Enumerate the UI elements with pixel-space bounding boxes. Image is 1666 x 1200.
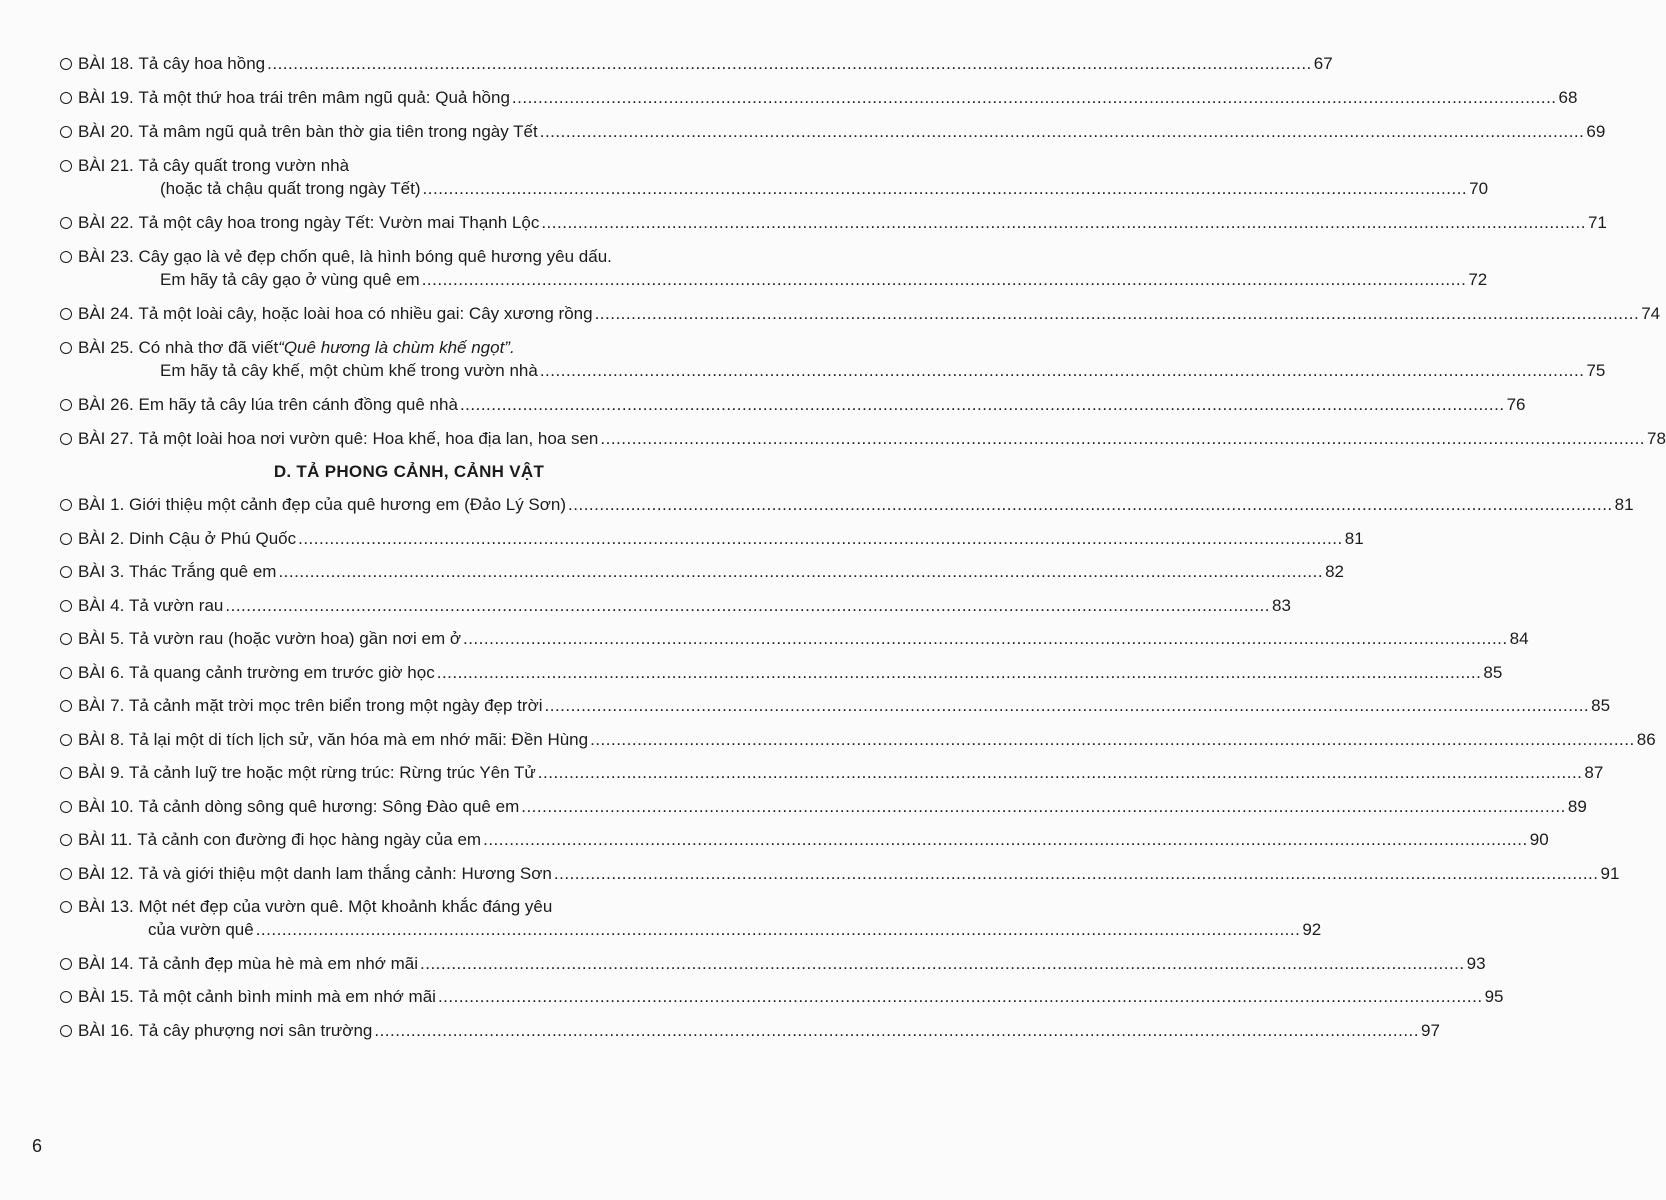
- toc-entry[interactable]: [60, 120, 1606, 143]
- toc-entry[interactable]: [60, 52, 1333, 75]
- circle-bullet-icon: [60, 160, 72, 172]
- entry-page: 83: [1272, 595, 1291, 615]
- entry-page: 75: [1586, 361, 1606, 380]
- circle-bullet-icon: [60, 700, 72, 712]
- circle-bullet-icon: [60, 217, 72, 229]
- toc-entry[interactable]: [60, 427, 1666, 450]
- entry-title: Em hãy tả cây khế, một chùm khế trong vườn nhà: [160, 361, 538, 380]
- dot-leader: ........................................................................................................................................................................................................: [420, 953, 1465, 973]
- entry-title: Em hãy tả cây gạo ở vùng quê em: [160, 270, 420, 289]
- circle-bullet-icon: [60, 901, 72, 913]
- circle-bullet-icon: [60, 834, 72, 846]
- toc-entry[interactable]: [60, 86, 1578, 109]
- toc-entry[interactable]: [60, 154, 1489, 200]
- entry-title: Tả quang cảnh trường em trước giờ học: [129, 662, 435, 682]
- entry-title: Tả một loài hoa nơi vườn quê: Hoa khế, hoa địa lan, hoa sen: [138, 429, 599, 448]
- toc-entry[interactable]: [60, 862, 1620, 885]
- entry-page: 82: [1325, 562, 1345, 581]
- toc-entry[interactable]: [60, 393, 1526, 416]
- dot-leader: ........................................................................................................................................................................................................: [537, 763, 1583, 782]
- toc-entry[interactable]: [60, 1019, 1440, 1042]
- dot-leader: ........................................................................................................................................................................................................: [267, 54, 1312, 73]
- circle-bullet-icon: [60, 958, 72, 970]
- entry-title: Tả và giới thiệu một danh lam thắng cảnh: Hương Sơn: [138, 863, 552, 883]
- section-d-heading: D. TẢ PHONG CẢNH, CẢNH VẬT: [273, 462, 545, 481]
- entry-number: BÀI 7.: [78, 696, 130, 715]
- section-d-list: [60, 493, 1656, 1042]
- entry-page: 81: [1614, 495, 1634, 514]
- page-number: 6: [32, 1136, 43, 1156]
- entry-title: Tả cây hoa hồng: [138, 54, 266, 73]
- dot-leader: ........................................................................................................................................................................................................: [459, 395, 1505, 414]
- entry-number: BÀI 21.: [78, 156, 139, 175]
- entry-title: Thác Trắng quê em: [129, 562, 277, 581]
- entry-title: Tả cây phượng nơi sân trường: [138, 1020, 373, 1040]
- entry-number: BÀI 19.: [78, 88, 139, 107]
- entry-title: Em hãy tả cây lúa trên cánh đồng quê nhà: [138, 395, 458, 414]
- toc-entry[interactable]: [60, 828, 1549, 851]
- entry-page: 97: [1421, 1020, 1440, 1040]
- dot-leader: ........................................................................................................................................................................................................: [568, 495, 1613, 514]
- entry-page: 89: [1567, 796, 1587, 816]
- entry-number: BÀI 6.: [78, 662, 130, 682]
- entry-number: BÀI 26.: [78, 395, 139, 414]
- entry-page: 70: [1469, 179, 1489, 198]
- entry-number: BÀI 4.: [78, 595, 130, 615]
- entry-title: Tả cảnh mặt trời mọc trên biển trong một ngày đẹp trời: [129, 696, 543, 715]
- entry-page: 76: [1506, 395, 1526, 414]
- entry-title: Giới thiệu một cảnh đẹp của quê hương em (Đảo Lý Sơn): [129, 495, 567, 514]
- entry-number: BÀI 12.: [78, 863, 139, 883]
- circle-bullet-icon: [60, 399, 72, 411]
- entry-page: 87: [1584, 763, 1604, 782]
- circle-bullet-icon: [60, 767, 72, 779]
- dot-leader: ........................................................................................................................................................................................................: [421, 270, 1467, 289]
- toc-entry[interactable]: [60, 302, 1661, 325]
- entry-number: BÀI 3.: [78, 562, 130, 581]
- dot-leader: ........................................................................................................................................................................................................: [539, 122, 1585, 141]
- dot-leader: ........................................................................................................................................................................................................: [436, 662, 1482, 682]
- dot-leader: ........................................................................................................................................................................................................: [541, 213, 1586, 232]
- circle-bullet-icon: [60, 58, 72, 70]
- entry-number: BÀI 13.: [78, 897, 139, 916]
- toc-entry[interactable]: [60, 694, 1611, 717]
- entry-number: BÀI 11.: [78, 830, 138, 849]
- toc-entry[interactable]: [60, 661, 1503, 684]
- dot-leader: ........................................................................................................................................................................................................: [511, 88, 1557, 107]
- circle-bullet-icon: [60, 92, 72, 104]
- table-of-contents: [60, 52, 1666, 1042]
- entry-title: Tả một thứ hoa trái trên mâm ngũ quả: Quả hồng: [138, 88, 510, 107]
- entry-number: BÀI 22.: [78, 213, 139, 232]
- dot-leader: ........................................................................................................................................................................................................: [422, 179, 1468, 198]
- dot-leader: ........................................................................................................................................................................................................: [594, 304, 1640, 323]
- entry-title: Tả một cảnh bình minh mà em nhớ mãi: [138, 987, 436, 1006]
- entry-title: Tả một cây hoa trong ngày Tết: Vườn mai Thạnh Lộc: [138, 213, 540, 232]
- circle-bullet-icon: [60, 126, 72, 138]
- dot-leader: ........................................................................................................................................................................................................: [539, 361, 1585, 380]
- toc-entry[interactable]: [60, 527, 1364, 550]
- entry-number: BÀI 24.: [78, 304, 139, 323]
- circle-bullet-icon: [60, 734, 72, 746]
- entry-number: BÀI 23.: [78, 247, 139, 266]
- circle-bullet-icon: [60, 991, 72, 1003]
- toc-entry[interactable]: [60, 336, 1606, 382]
- circle-bullet-icon: [60, 633, 72, 645]
- circle-bullet-icon: [60, 566, 72, 578]
- entry-number: BÀI 9.: [78, 763, 130, 782]
- entry-title: Cây gạo là vẻ đẹp chốn quê, là hình bóng quê hương yêu dấu.: [138, 247, 612, 266]
- entry-quote: “Quê hương là chùm khế ngọt”.: [278, 338, 515, 357]
- dot-leader: ........................................................................................................................................................................................................: [600, 429, 1646, 448]
- entry-title: Tả mâm ngũ quả trên bàn thờ gia tiên trong ngày Tết: [138, 122, 538, 141]
- toc-entry[interactable]: [60, 245, 1488, 291]
- entry-title: Tả vườn rau (hoặc vườn hoa) gần nơi em ở: [129, 629, 461, 648]
- entry-title: Tả một loài cây, hoặc loài hoa có nhiều gai: Cây xương rồng: [138, 304, 593, 323]
- dot-leader: ........................................................................................................................................................................................................: [521, 796, 1566, 816]
- dot-leader: ........................................................................................................................................................................................................: [483, 830, 1528, 849]
- circle-bullet-icon: [60, 499, 72, 511]
- dot-leader: ........................................................................................................................................................................................................: [462, 629, 1508, 648]
- entry-page: 78: [1647, 429, 1666, 448]
- dot-leader: ........................................................................................................................................................................................................: [544, 696, 1590, 715]
- circle-bullet-icon: [60, 801, 72, 813]
- entry-number: BÀI 5.: [78, 629, 130, 648]
- entry-number: BÀI 20.: [78, 122, 139, 141]
- entry-number: BÀI 18.: [78, 54, 139, 73]
- entry-page: 81: [1344, 528, 1364, 548]
- toc-entry[interactable]: [60, 895, 1322, 941]
- entry-number: BÀI 15.: [78, 987, 139, 1006]
- circle-bullet-icon: [60, 533, 72, 545]
- entry-page: 90: [1529, 830, 1549, 849]
- entry-page: 68: [1558, 88, 1578, 107]
- circle-bullet-icon: [60, 1025, 72, 1037]
- toc-entry[interactable]: [60, 761, 1604, 784]
- section-c-list: [60, 52, 1666, 450]
- circle-bullet-icon: [60, 342, 72, 354]
- entry-page: 95: [1484, 987, 1504, 1006]
- toc-entry[interactable]: [60, 211, 1607, 234]
- toc-entry[interactable]: [60, 493, 1634, 516]
- entry-title: của vườn quê: [148, 920, 254, 939]
- entry-page: 69: [1586, 122, 1606, 141]
- toc-entry[interactable]: [60, 728, 1656, 751]
- toc-entry[interactable]: [60, 627, 1529, 650]
- dot-leader: ........................................................................................................................................................................................................: [298, 528, 1343, 548]
- dot-leader: ........................................................................................................................................................................................................: [590, 729, 1635, 749]
- circle-bullet-icon: [60, 308, 72, 320]
- circle-bullet-icon: [60, 667, 72, 679]
- circle-bullet-icon: [60, 868, 72, 880]
- dot-leader: ........................................................................................................................................................................................................: [374, 1020, 1419, 1040]
- entry-number: BÀI 2.: [78, 528, 130, 548]
- entry-title: Tả cảnh luỹ tre hoặc một rừng trúc: Rừng trúc Yên Tử: [129, 763, 536, 782]
- entry-title: Tả lại một di tích lịch sử, văn hóa mà em nhớ mãi: Đền Hùng: [129, 729, 589, 749]
- entry-title: Dinh Cậu ở Phú Quốc: [129, 528, 297, 548]
- entry-page: 72: [1468, 270, 1488, 289]
- circle-bullet-icon: [60, 600, 72, 612]
- entry-page: 85: [1591, 696, 1611, 715]
- entry-title: Tả cảnh đẹp mùa hè mà em nhớ mãi: [138, 953, 418, 973]
- entry-title: Tả cây quất trong vườn nhà: [138, 156, 350, 175]
- entry-title: Tả vườn rau: [129, 595, 224, 615]
- entry-number: BÀI 25.: [78, 338, 139, 357]
- entry-title: Một nét đẹp của vườn quê. Một khoảnh khắc đáng yêu: [138, 897, 553, 916]
- dot-leader: ........................................................................................................................................................................................................: [225, 595, 1271, 615]
- toc-entry[interactable]: [60, 795, 1587, 818]
- entry-title: Có nhà thơ đã viết: [138, 338, 279, 357]
- dot-leader: ........................................................................................................................................................................................................: [553, 863, 1599, 883]
- entry-number: BÀI 10.: [78, 796, 139, 816]
- dot-leader: ........................................................................................................................................................................................................: [437, 987, 1483, 1006]
- entry-page: 71: [1587, 213, 1607, 232]
- toc-entry[interactable]: [60, 560, 1345, 583]
- entry-page: 85: [1483, 662, 1503, 682]
- circle-bullet-icon: [60, 251, 72, 263]
- entry-page: 91: [1600, 863, 1620, 883]
- entry-number: BÀI 14.: [78, 953, 139, 973]
- entry-title: Tả cảnh con đường đi học hàng ngày của em: [137, 830, 482, 849]
- entry-title: (hoặc tả chậu quất trong ngày Tết): [160, 179, 421, 198]
- entry-page: 74: [1641, 304, 1661, 323]
- entry-page: 67: [1313, 54, 1333, 73]
- entry-title: Tả cảnh dòng sông quê hương: Sông Đào quê em: [138, 796, 520, 816]
- entry-page: 93: [1466, 953, 1486, 973]
- entry-number: BÀI 27.: [78, 429, 139, 448]
- entry-number: BÀI 16.: [78, 1020, 139, 1040]
- dot-leader: ........................................................................................................................................................................................................: [255, 920, 1301, 939]
- entry-page: 86: [1636, 729, 1656, 749]
- dot-leader: ........................................................................................................................................................................................................: [278, 562, 1324, 581]
- entry-page: 84: [1509, 629, 1529, 648]
- toc-entry[interactable]: [60, 594, 1291, 617]
- entry-number: BÀI 1.: [78, 495, 130, 514]
- circle-bullet-icon: [60, 433, 72, 445]
- toc-entry[interactable]: [60, 952, 1486, 975]
- toc-entry[interactable]: [60, 985, 1504, 1008]
- entry-page: 92: [1302, 920, 1322, 939]
- entry-number: BÀI 8.: [78, 729, 130, 749]
